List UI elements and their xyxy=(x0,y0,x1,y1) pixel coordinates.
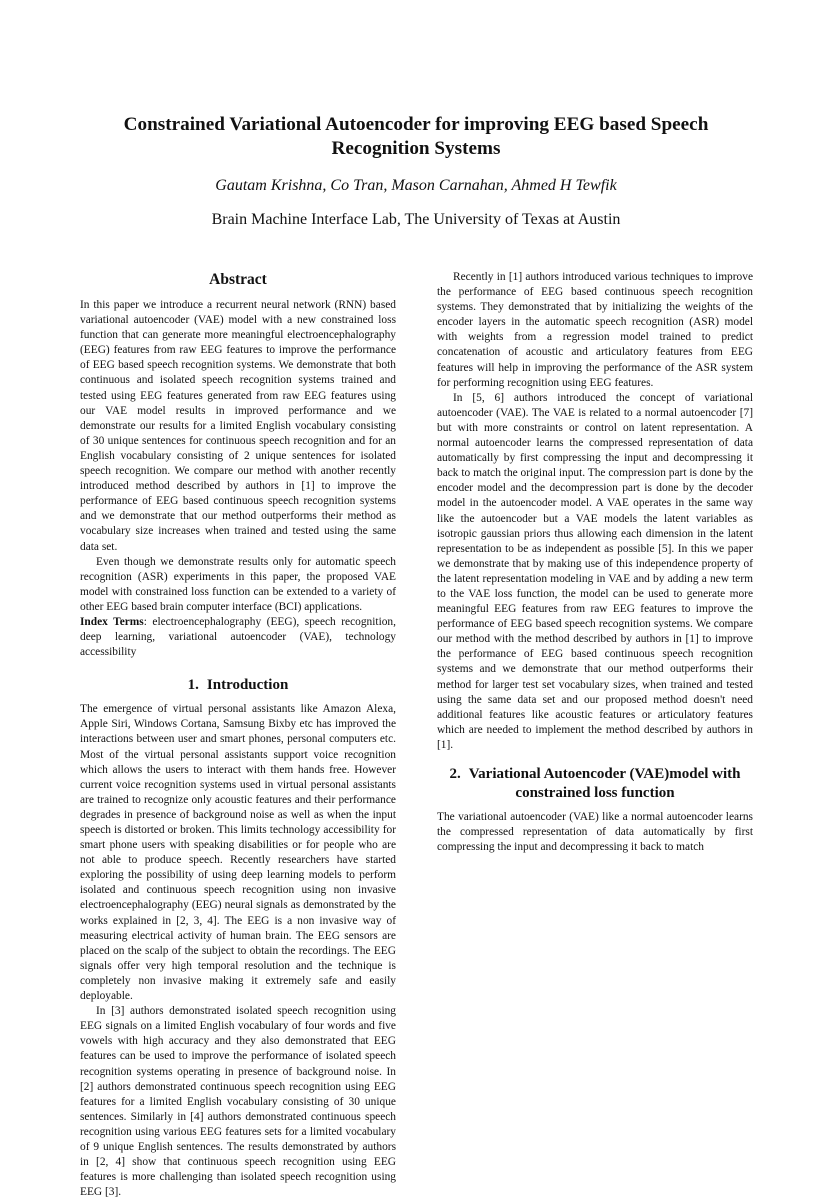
left-column xyxy=(80,270,396,1200)
abstract-paragraph-2: Even though we demonstrate results only for automatic speech recognition (ASR) experiments in this paper, the proposed VAE model with constrained loss function can be extended to a variety of other EEG based brain computer interface (BCI) applications. xyxy=(80,555,396,613)
section-2-title: Variational Autoencoder (VAE)model with constrained loss function xyxy=(468,766,741,801)
intro-paragraph-3: Recently in [1] authors introduced various techniques to improve the performance of EEG based continuous speech recognition systems. They demonstrated that by initializing the weights of the encoder layers in the automatic speech recognition (ASR) model with weights from a regression model trained to predict concatenation of acoustic and articulatory features from EEG features will help in improving the performance of the ASR system for performing recognition using EEG features. xyxy=(437,271,753,389)
intro-paragraph-4: In [5, 6] authors introduced the concept of variational autoencoder (VAE). The VAE is related to a normal autoencoder [7] but with more constraints or control on latent representation. A normal autoencoder learns the compressed representation of data automatically by first compressing the input and decompressing it back to match the original input. The compression part is done by the encoder model and the decompression part is done by the decoder model in the autoencoder model. A VAE operates in the same way like the autoencoder but a VAE models the latent variables as isotropic gaussian priors thus allowing each dimension in the latent representation to be as independent as possible [5]. In this we paper we demonstrate that by making use of this independence property of the latent representation modeling in VAE and by adding a new term to the VAE loss function, the model can be used to generate more meaningful EEG features from raw EEG features to improve the performance of EEG based speech recognition systems. We compare our method with the method described by authors in [1] to improve the performance of EEG based continuous speech recognition systems and we demonstrate that our method outperforms their method for larger test set vocabulary sizes, when trained and tested using the same data set and our proposed method doesn't need additional features like acoustic features or articulatory features which are needed to implement the method described by authors in [1]. xyxy=(437,391,753,751)
intro-paragraph-2: In [3] authors demonstrated isolated speech recognition using EEG signals on a limited English vocabulary of four words and five vowels with high accuracy and they also demonstrated that EEG features can be used to improve the performance of isolated speech recognition systems operating in presence of background noise. In [2] authors demonstrated continuous speech recognition using EEG features for a limited English vocabulary consisting of 30 unique sentences. Similarly in [4] authors demonstrated continuous speech recognition using various EEG features sets for a limited vocabulary of 9 unique English sentences. The results demonstrated by authors in [2, 4] show that continuous speech recognition using EEG features is more challenging than isolated speech recognition using EEG [3]. xyxy=(80,1005,396,1199)
section-1-number: 1. xyxy=(187,677,199,694)
section-1-heading xyxy=(80,676,396,695)
abstract-heading: Abstract xyxy=(209,271,267,288)
paper-affiliation: Brain Machine Interface Lab, The University of Texas at Austin xyxy=(211,211,621,228)
abstract-paragraph-1: In this paper we introduce a recurrent neural network (RNN) based variational autoencoder (VAE) model with a new constrained loss function that can generate more meaningful electroencephalography (EEG) features from raw EEG features to improve the performance of EEG based speech recognition systems. We demonstrate that both continuous and isolated speech recognition systems trained and tested using EEG features generated from raw EEG features using our VAE model results in improved performance and we demonstrate our results for a limited English vocabulary consisting of 30 unique sentences for continuous speech recognition and for an English vocabulary consisting of 2 unique sentences for isolated speech recognition. We compare our method with another recently introduced method described by authors in [1] to improve the performance of EEG based continuous speech recognition systems and we demonstrate that our method outperforms their method as vocabulary size increases when trained and tested using the same data set. xyxy=(80,299,396,553)
index-terms-label: Index Terms xyxy=(80,615,144,628)
section-2-paragraph-1: The variational autoencoder (VAE) like a normal autoencoder learns the compressed representation of data automatically by first compressing the input and decompressing it back to match xyxy=(437,811,753,854)
index-terms-list: : electroencephalography (EEG), speech recognition, deep learning, variational autoencoder (VAE), technology accessibility xyxy=(80,615,396,659)
paper-authors: Gautam Krishna, Co Tran, Mason Carnahan, Ahmed H Tewfik xyxy=(215,177,617,194)
paper-title: Constrained Variational Autoencoder for improving EEG based Speech Recognition Systems xyxy=(123,114,709,159)
index-terms xyxy=(80,615,396,660)
section-1-title: Introduction xyxy=(206,677,289,694)
section-2-heading xyxy=(437,765,753,803)
right-column xyxy=(437,270,753,855)
intro-paragraph-1: The emergence of virtual personal assistants like Amazon Alexa, Apple Siri, Windows Cortana, Samsung Bixby etc has improved the interactions between user and smart phones, personal computers etc. Most of the virtual personal assistants support voice recognition which allows the users to interact with them hands free. However current voice recognition systems used in virtual personal assistants are trained to recognize only acoustic features and their performance degrades in presence of background noise as well as when the input speech is distorted or broken. This limits technology accessibility for smart phone users with speaking disabilities or for people who are not able to produce speech. Recently researchers have started exploring the possibility of using deep learning models to perform isolated and continuous speech recognition using non invasive electroencephalography (EEG) neural signals as demonstrated by the works explained in [2, 3, 4]. The EEG is a non invasive way of measuring electrical activity of human brain. The EEG sensors are placed on the scalp of the subject to obtain the recordings. The EEG signals offer very high temporal resolution and the technique is completely non invasive making it extremely safe and easily deployable. xyxy=(80,703,396,1003)
section-2-number: 2. xyxy=(449,766,461,782)
